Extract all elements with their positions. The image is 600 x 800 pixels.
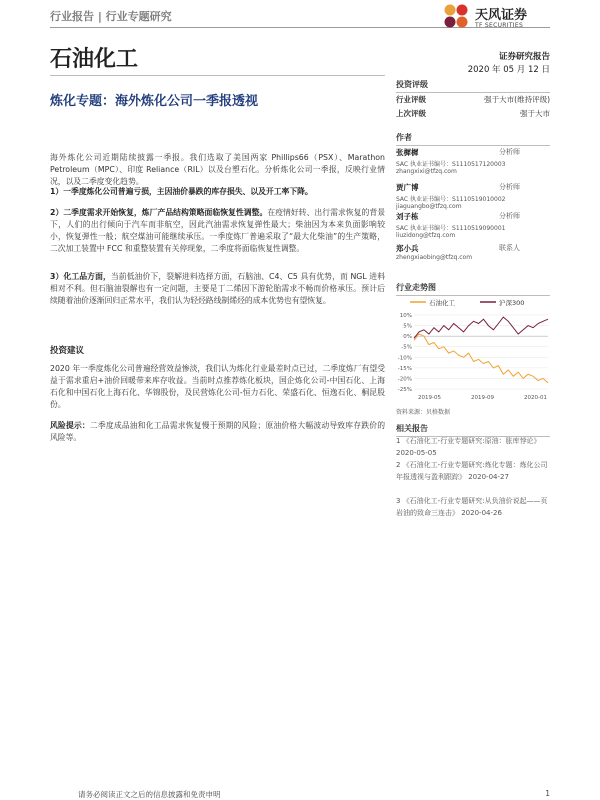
- y-tick-label: -20%: [397, 376, 412, 383]
- related-report-item[interactable]: 3 《石油化工-行业专题研究:从负油价说起——页岩油的致命三连击》 2020-04-26: [396, 497, 548, 517]
- report-type: 证券研究报告: [498, 52, 550, 62]
- last-rating-row: [396, 108, 550, 119]
- author-license: SAC 执业证书编号：S1110517120003: [396, 161, 506, 168]
- author-email[interactable]: zhengxiaobing@tfzq.com: [396, 254, 473, 261]
- advice-heading: 投资建议: [50, 346, 85, 356]
- logo-text-en: TF SECURITIES: [475, 22, 524, 29]
- y-tick-label: 10%: [399, 313, 412, 319]
- author-role: 分析师: [499, 148, 520, 156]
- point-3-text: 当前低油价下，裂解进料选择方面，石脑油、C4、C5 具有优势，而 NGL 进料相对不利。但石脑油裂解也有一定问题，主要是丁二烯因下游轮胎需求不畅而价格承压。预计后续随着油价逐渐回归正常水平，我们认为轻烃路线制烯烃的成本优势也有望恢复。: [50, 272, 385, 305]
- y-tick-label: -25%: [397, 387, 412, 393]
- y-tick-label: -10%: [397, 355, 412, 362]
- report-title: 炼化专题：海外炼化公司一季报透视: [50, 94, 259, 109]
- y-tick-label: -15%: [397, 365, 412, 372]
- x-tick-label: 2020-01: [524, 395, 547, 401]
- industry-trend-chart: [396, 295, 550, 403]
- y-tick-label: 0%: [403, 334, 412, 341]
- advice-paragraph: 2020 年一季度炼化公司普遍经营效益惨淡，我们认为炼化行业最差时点已过，二季度炼厂有望受益于需求重启+油价回暖带来库存收益。当前时点推荐炼化板块，国企炼化公司-中国石化、上海石化和中国石化上海石化、华锦股份，及民营炼化公司-恒力石化、荣盛石化、恒逸石化、桐昆股份。: [50, 364, 385, 409]
- x-tick-label: 2019-09: [471, 395, 494, 401]
- risk-paragraph: [50, 420, 385, 444]
- author-card: [396, 182, 550, 210]
- author-name: 贾广博: [396, 183, 419, 192]
- author-email[interactable]: jiaguangbo@tfzq.com: [396, 203, 462, 210]
- chart-source: 资料来源：贝格数据: [396, 409, 451, 416]
- series-line: [414, 317, 548, 338]
- point-3: [50, 271, 385, 307]
- page-number: 1: [545, 789, 550, 798]
- author-name: 刘子栋: [396, 212, 419, 221]
- author-card: [396, 211, 550, 239]
- point-2-text: 在疫情好转、出行需求恢复的背景下，人们的出行倾向于汽车而非航空，因此汽油需求恢复弹性最大；柴油因为本来负面影响较小，恢复弹性一般；航空煤油可能继续承压。一季度炼厂普遍采取了“最大化柴油”的生产策略，二次加工装置中 FCC 和重整装置有关停现象，二季度将面临恢复性调整。: [50, 208, 385, 253]
- legend-label: 沪深300: [499, 299, 525, 307]
- title-divider: [50, 75, 385, 76]
- last-rating-value: 强于大市: [520, 109, 550, 118]
- point-2-lead: 2）二季度需求开始恢复，炼厂产品结构策略面临恢复性调整。: [50, 208, 268, 217]
- related-report-item[interactable]: 2 《石油化工-行业专题研究:炼化专题：炼化公司年报透视与盈利跟踪》 2020-04-27: [396, 461, 548, 481]
- last-rating-label: 上次评级: [396, 109, 426, 118]
- industry-rating-value: 强于大市(维持评级): [484, 95, 550, 104]
- footer-disclaimer: 请务必阅读正文之后的信息披露和免责申明: [78, 790, 221, 799]
- industry-rating-label: 行业评级: [396, 95, 426, 104]
- brand-logo: [442, 2, 562, 32]
- author-license: SAC 执业证书编号：S1110519010002: [396, 196, 506, 203]
- author-role: 分析师: [499, 183, 520, 191]
- point-1-text: 1）一季度炼化公司普遍亏损，主因油价暴跌的库存损失、以及开工率下降。: [50, 187, 313, 196]
- author-email[interactable]: liuzidong@tfzq.com: [396, 232, 456, 239]
- author-email[interactable]: zhangxixi@tfzq.com: [396, 168, 457, 175]
- tf-logo-icon: [442, 2, 472, 32]
- related-report-item[interactable]: 1 《石油化工-行业专题研究:原油：胀库悖论》 2020-05-05: [396, 437, 541, 457]
- report-date: 2020 年 05 月 12 日: [467, 65, 550, 75]
- author-card: [396, 147, 550, 175]
- author-role: 分析师: [499, 212, 520, 220]
- authors-heading: 作者: [396, 132, 550, 146]
- risk-lead: 风险提示：: [50, 421, 90, 430]
- author-card: [396, 243, 550, 261]
- x-tick-label: 2019-05: [418, 395, 441, 401]
- series-line: [414, 334, 548, 383]
- point-1: [50, 186, 385, 198]
- y-tick-label: -5%: [401, 344, 412, 351]
- industry-rating-row: [396, 94, 550, 105]
- intro-paragraph: 海外炼化公司近期陆续披露一季报。我们选取了美国两家 Phillips66（PSX）、Marathon Petroleum（MPC）、印度 Reliance（RIL）以及台塑石化。分析炼化公司一季报，反映行业情况，以及二季度变化趋势。: [50, 153, 385, 186]
- author-name: 郑小兵: [396, 244, 419, 253]
- chart-heading: 行业走势图: [396, 282, 550, 296]
- rating-heading: 投资评级: [396, 79, 550, 93]
- logo-text-cn: 天风证券: [475, 8, 528, 23]
- point-3-lead: 3）化工品方面，: [50, 272, 111, 281]
- author-license: SAC 执业证书编号：S1110519090001: [396, 225, 506, 232]
- industry-name: 石油化工: [50, 47, 139, 72]
- author-role: 联系人: [499, 244, 520, 252]
- related-heading: 相关报告: [396, 423, 550, 437]
- author-name: 张樨樨: [396, 148, 419, 157]
- point-2: [50, 207, 385, 255]
- report-category: 行业报告 | 行业专题研究: [50, 10, 172, 23]
- y-tick-label: 5%: [403, 323, 412, 330]
- legend-label: 石油化工: [429, 299, 455, 307]
- risk-text: 二季度成品油和化工品需求恢复慢于预期的风险；原油价格大幅波动导致库存跌价的风险等。: [50, 421, 385, 442]
